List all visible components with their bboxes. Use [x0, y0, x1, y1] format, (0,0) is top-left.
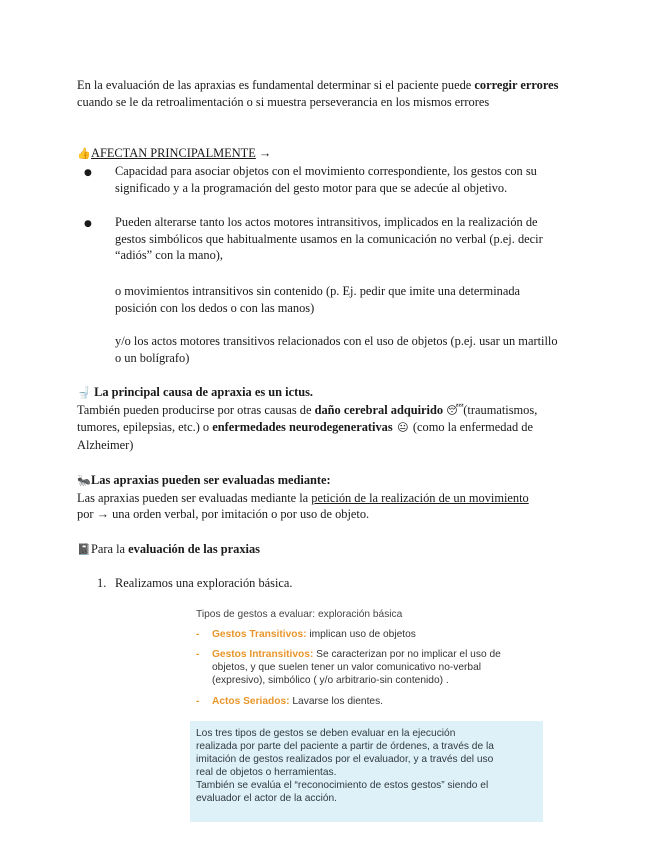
evaluadas-l1-underline: petición de la realización de un movimiento	[311, 490, 529, 505]
item2-l3: (expresivo), simbólico ( y/o arbitrario-sin contenido) .	[212, 675, 449, 686]
causa-section	[77, 384, 587, 453]
bullet-item-1-line2: significado y a la programación del gesto motor para que se adecúe al objetivo.	[115, 180, 508, 195]
figure-info-box	[190, 721, 543, 822]
item3-label: Actos Seriados:	[212, 696, 290, 707]
thumbs-up-icon: 👍	[77, 147, 91, 160]
bullet-continuation-1	[115, 283, 585, 316]
box-l5: También se evalúa el “reconocimiento de estos gestos” siendo el	[196, 780, 489, 791]
dash-icon: -	[196, 629, 200, 640]
para3-line1: y/o los actos motores transitivos relacionados con el uso de objetos (p.ej. usar un martillo	[115, 334, 558, 348]
intro-paragraph	[77, 77, 587, 110]
causa-l2-bold: enfermedades neurodegenerativas	[212, 420, 393, 434]
box-l1: Los tres tipos de gestos se deben evaluar en la ejecución	[196, 728, 456, 739]
para3-line2: o un bolígrafo)	[115, 350, 190, 365]
afectan-heading-text: AFECTAN PRINCIPALMENTE	[91, 146, 256, 160]
item2-label: Gestos Intransitivos:	[212, 649, 314, 660]
evaluadas-heading: Las apraxias pueden ser evaluadas mediante:	[91, 473, 331, 487]
causa-l1-pre: También pueden producirse por otras causas de	[77, 402, 315, 417]
sleeping-face-icon: 😴	[446, 403, 464, 417]
box-l4: real de objetos o herramientas.	[196, 767, 337, 778]
afectan-heading	[77, 145, 587, 163]
evaluadas-l2: por → una orden verbal, por imitación o por uso de objeto.	[77, 507, 370, 521]
embedded-figure	[190, 600, 543, 822]
item2-l1: Se caracterizan por no implicar el uso de	[313, 649, 501, 660]
dash-icon: -	[196, 696, 200, 707]
bullet-item-1	[115, 163, 585, 196]
para2-line1: o movimientos intransitivos sin contenido (p. Ej. pedir que imite una determinada	[115, 284, 521, 298]
bullet-icon: ●	[84, 219, 92, 229]
bullet-item-2-line3: “adiós” con la mano),	[115, 248, 224, 262]
causa-l2-pre: tumores, epilepsias, etc.) o	[77, 420, 213, 434]
item3-text: Lavarse los dientes.	[289, 696, 384, 707]
box-l6: evaluador el actor de la acción.	[196, 793, 338, 804]
intro-bold: corregir errores	[474, 78, 559, 92]
causa-heading: La principal causa de apraxia es un ictus.	[91, 385, 314, 399]
bullet-item-2	[115, 214, 585, 264]
bullet-continuation-2	[115, 333, 585, 366]
causa-l1-bold: daño cerebral adquirido	[314, 402, 444, 417]
item2-l2: objetos, y que suelen tener un valor comunicativo no-verbal	[212, 662, 481, 673]
neutral-face-icon: 😐	[397, 421, 409, 434]
notebook-icon: 📓	[77, 543, 91, 556]
figure-info-text	[196, 727, 539, 805]
figure-title: Tipos de gestos a evaluar: exploración básica	[196, 609, 403, 620]
bullet-icon: ●	[84, 168, 92, 178]
intro-text: En la evaluación de las apraxias es fundamental determinar si el paciente puede	[77, 78, 475, 92]
bullet-item-2-line1: Pueden alterarse tanto los actos motores intransitivos, implicados en la realización de	[115, 215, 538, 229]
item1-label: Gestos Transitivos:	[212, 629, 307, 640]
box-l2: realizada por parte del paciente a partir de órdenes, a través de la	[196, 741, 494, 752]
bullet-item-1-line1: Capacidad para asociar objetos con el movimiento correspondiente, los gestos con su	[115, 164, 537, 178]
causa-l2-post: (como la enfermedad de	[409, 420, 533, 434]
dash-icon: -	[196, 649, 200, 660]
item1-text: implican uso de objetos	[306, 629, 416, 640]
evaluadas-section	[77, 472, 587, 523]
evaluacion-bold: evaluación de las praxias	[128, 542, 260, 556]
ant-icon: 🐜	[77, 474, 91, 487]
evaluacion-heading	[77, 541, 587, 559]
intro-text-line2: cuando se le da retroalimentación o si muestra perseverancia en los mismos errores	[77, 94, 490, 109]
box-l3: imitación de gestos realizados por el evaluador, y a través del uso	[196, 754, 494, 765]
step-text: Realizamos una exploración básica.	[115, 576, 293, 590]
bullet-item-2-line2: gestos simbólicos que habitualmente usamos en la comunicación no verbal (p.ej. decir	[115, 231, 543, 246]
arrow-icon: →	[255, 146, 272, 160]
causa-l1-post: (traumatismos,	[460, 402, 538, 417]
evaluacion-pre: Para la	[91, 542, 129, 556]
evaluadas-l1-pre: Las apraxias pueden ser evaluadas mediante la	[77, 490, 312, 505]
causa-l3: Alzheimer)	[77, 437, 134, 452]
toilet-icon: 🚽	[77, 386, 91, 399]
para2-line2: posición con los dedos o con las manos)	[115, 300, 315, 315]
step-number: 1.	[97, 576, 107, 590]
